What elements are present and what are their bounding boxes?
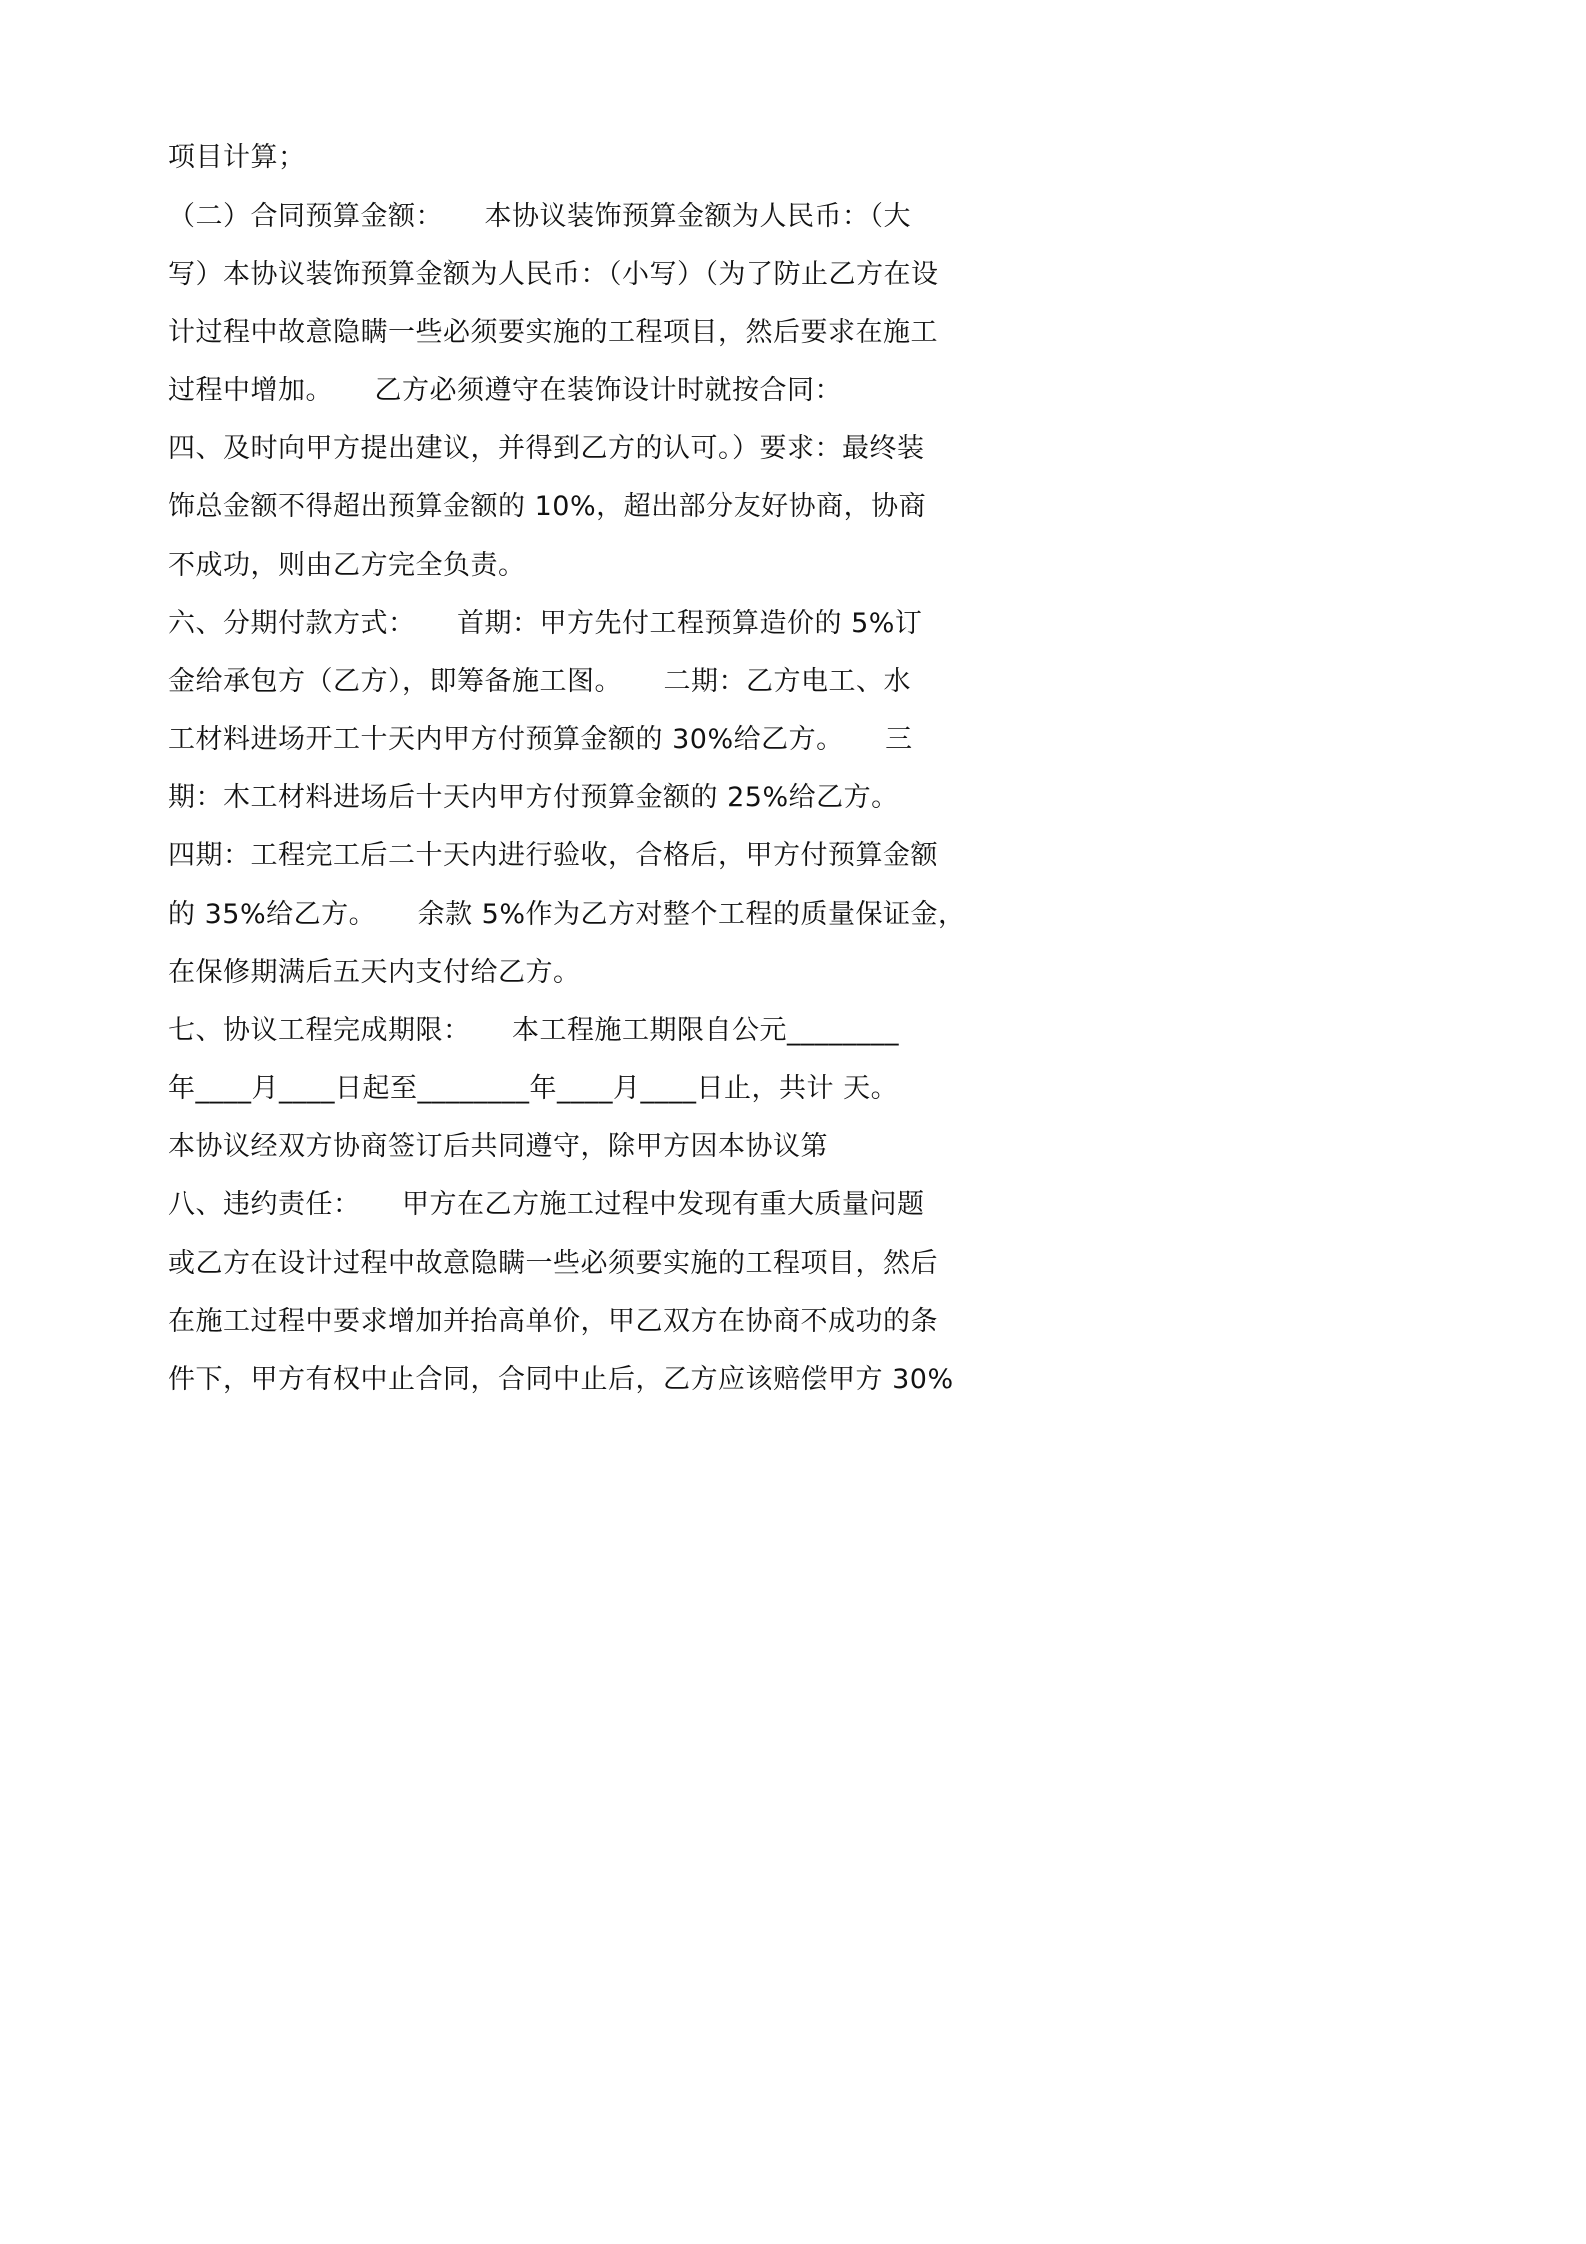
text-line: 八、违约责任： 甲方在乙方施工过程中发现有重大质量问题 [168, 1189, 925, 1220]
text-line: 四、及时向甲方提出建议，并得到乙方的认可。）要求：最终装 [168, 433, 925, 464]
text-line: 七、协议工程完成期限： 本工程施工期限自公元________ [168, 1015, 899, 1046]
text-line: 过程中增加。 乙方必须遵守在装饰设计时就按合同： [168, 375, 842, 406]
text-line: 六、分期付款方式： 首期：甲方先付工程预算造价的 5%订 [168, 608, 923, 639]
text-line: 项目计算； [168, 142, 306, 173]
text-line: 不成功，则由乙方完全负责。 [168, 550, 526, 581]
text-line: 本协议经双方协商签订后共同遵守，除甲方因本协议第 [168, 1131, 828, 1162]
text-line: 工材料进场开工十天内甲方付预算金额的 30%给乙方。 三 [168, 724, 913, 755]
text-line: 年____月____日起至________年____月____日止，共计 天。 [168, 1073, 899, 1104]
text-line: 在保修期满后五天内支付给乙方。 [168, 957, 581, 988]
text-line: 在施工过程中要求增加并抬高单价，甲乙双方在协商不成功的条 [168, 1306, 938, 1337]
text-line: 饰总金额不得超出预算金额的 10%，超出部分友好协商，协商 [168, 491, 927, 522]
text-line: 四期：工程完工后二十天内进行验收，合格后，甲方付预算金额 [168, 840, 938, 871]
text-line: 或乙方在设计过程中故意隐瞒一些必须要实施的工程项目，然后 [168, 1248, 938, 1279]
document-page [0, 0, 1100, 1556]
text-line: 金给承包方（乙方），即筹备施工图。 二期：乙方电工、水 [168, 666, 911, 697]
text-line: 件下，甲方有权中止合同，合同中止后，乙方应该赔偿甲方 30% [168, 1364, 954, 1395]
text-line: 的 35%给乙方。 余款 5%作为乙方对整个工程的质量保证金， [168, 899, 966, 930]
text-line: 期：木工材料进场后十天内甲方付预算金额的 25%给乙方。 [168, 782, 899, 813]
text-line: （二）合同预算金额： 本协议装饰预算金额为人民币：（大 [168, 201, 911, 232]
text-line: 计过程中故意隐瞒一些必须要实施的工程项目，然后要求在施工 [168, 317, 938, 348]
text-line: 写）本协议装饰预算金额为人民币：（小写）（为了防止乙方在设 [168, 259, 939, 290]
